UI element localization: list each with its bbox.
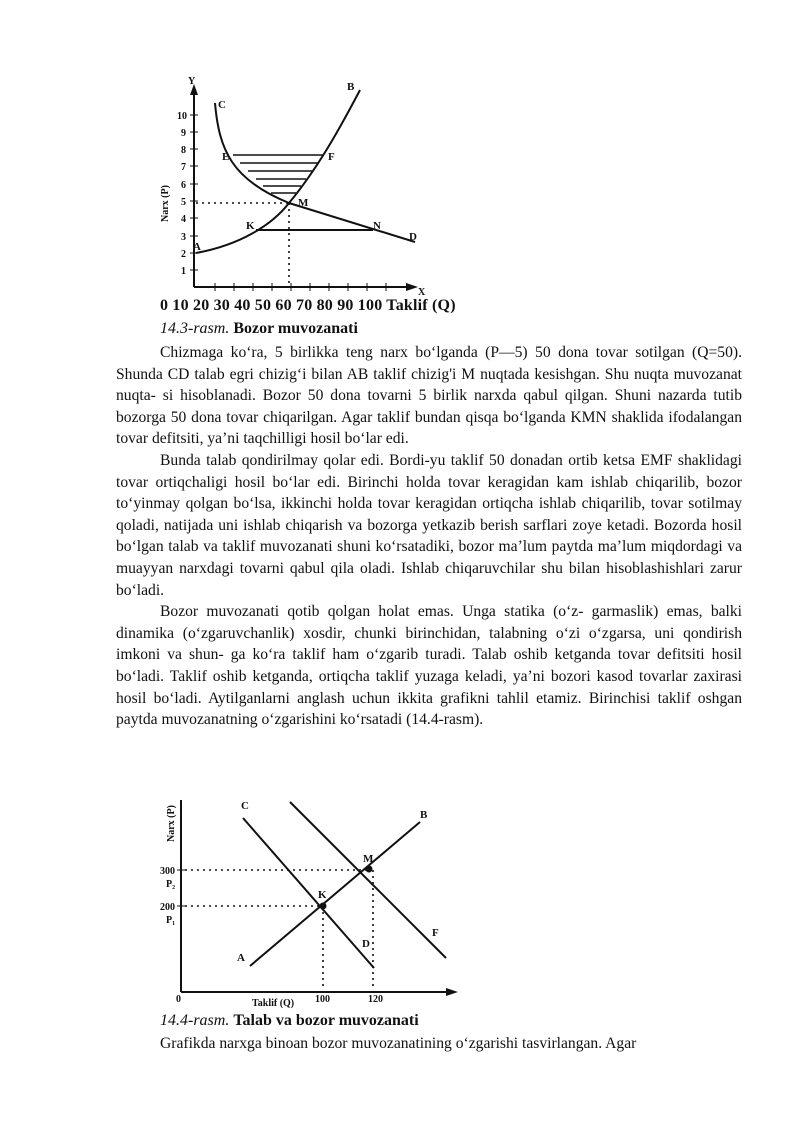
price-200-label: 200 [160, 902, 175, 913]
price-300-label: 300 [160, 866, 175, 877]
x-axis-label: Taklif (Q) [252, 998, 295, 1009]
label-f: F [432, 927, 439, 939]
y-tick-label: 5 [181, 197, 186, 208]
surplus-hatching [233, 155, 323, 193]
y-axis-label: Narx (P) [160, 185, 171, 222]
figure-14-3 [150, 70, 450, 298]
caption-title: Bozor muvozanati [233, 320, 358, 337]
label-f: F [328, 151, 335, 163]
y-tick-label: 3 [181, 232, 186, 243]
supply-line-ab [250, 822, 420, 966]
origin-label: 0 [176, 994, 181, 1005]
paragraph: Chizmaga ko‘ra, 5 birlikka teng narx bo‘lganda (P—5) 50 dona tovar sotilgan (Q=50). Shunda CD talab egri chizig‘i bilan AB taklif chizig'i M nuqtada kesishgan. Shu nuqta muvozanat nuqta- si hisoblanadi. Bozor 50 dona tovarni 5 birlik narxda qabul qilgan. Shuni nazarda tutib bozorga 50 dona tovar chiqarilgan. Agar taklif bundan qisqa bo‘lganda KMN shaklida ifodalangan tovar defitsiti, ya’ni taqchilligi hosil bo‘lar edi. [116, 344, 742, 448]
y-tick-label: 6 [181, 180, 186, 191]
y-axis-label: Narx (P) [166, 805, 177, 842]
label-b: B [347, 81, 355, 93]
point-labels [193, 81, 417, 253]
label-b: B [420, 809, 428, 821]
label-m: M [298, 197, 309, 209]
y-tick-label: 7 [181, 162, 186, 173]
caption-title: Talab va bozor muvozanati [233, 1012, 419, 1029]
demand-line-shifted [290, 802, 446, 958]
caption-number: 14.3-rasm. [160, 320, 230, 337]
y-tick-label: 8 [181, 145, 186, 156]
x-axis-letter: X [418, 287, 426, 298]
y-tick-label: 1 [181, 266, 186, 277]
quantity-120-label: 120 [368, 994, 383, 1005]
p2-label: P₂ [166, 879, 176, 890]
paragraph: Grafikda narxga binoan bozor muvozanatining o‘zgarishi tasvirlangan. Agar [160, 1035, 637, 1052]
body-text-1 [116, 342, 742, 731]
y-tick-label: 4 [181, 214, 186, 225]
demand-line-c [243, 818, 374, 968]
demand-curve-cd [215, 103, 415, 242]
label-c: C [218, 99, 226, 111]
label-n: N [373, 220, 381, 232]
dotted-guides [185, 870, 373, 990]
label-d: D [409, 231, 417, 243]
x-axis-arrow [406, 283, 418, 291]
label-k: K [246, 220, 255, 232]
caption-14-4 [160, 1012, 419, 1030]
equilibrium-point-m [366, 866, 373, 873]
paragraph: Bozor muvozanati qotib qolgan holat emas. Unga statika (o‘z- garmaslik) emas, balki dinamika (o‘zgaruvchanlik) xosdir, chunki birinchidan, talabning o‘zi o‘zgarsa, uni qondirish imkoni va shun- ga ko‘ra taklif ham o‘zgarib turadi. Talab oshib ketganda tovar defitsiti hosil bo‘ladi. Taklif oshib ketganda, ortiqcha taklif yuzaga keladi, ya’ni bozori kasod tovarlar zaxirasi hosil bo‘ladi. Aytilganlarni anglash uchun ikkita grafikni tahlil etamiz. Birinchisi taklif oshgan paytda muvozanatning o‘zgarishini ko‘rsatadi (14.4-rasm). [116, 603, 742, 729]
equilibrium-point-k [320, 903, 327, 910]
y-tick-label: 9 [181, 128, 186, 139]
y-tick-label: 2 [181, 249, 186, 260]
quantity-100-label: 100 [315, 994, 330, 1005]
label-a: A [193, 241, 201, 253]
y-tick-label: 10 [177, 111, 187, 122]
label-k: K [318, 889, 327, 901]
label-c: C [241, 800, 249, 812]
caption-14-3 [160, 320, 358, 338]
figure-14-4 [150, 795, 470, 1010]
label-a: A [237, 952, 245, 964]
body-text-2 [116, 1033, 742, 1055]
paragraph: Bunda talab qondirilmay qolar edi. Bordi-yu taklif 50 donadan ortib ketsa EMF shaklidagi tovar ortiqchaligi hosil bo‘lar edi. Birinchi holda tovar keragidan kam ishlab chiqarilib, bozor to‘yinmay qolgan bo‘lsa, ikkinchi holda tovar keragidan ortiqcha ishlab chiqarilib, tovar sotilmay qoladi, natijada uni ishlab chiqarish va bozorga yetkazib berish sarflari zoye ketadi. Bozorda hosil bo‘lgan talab va taklif muvozanati shuni ko‘rsatadiki, bozor ma’lum paytda ma’lum miqdordagi va muayyan narxdagi tovarni qabul qila oladi. Ishlab chiqaruvchilar shu bilan hisoblashishlari zarur bo‘ladi. [116, 451, 742, 599]
figure1-x-axis-numbers: 0 10 20 30 40 50 60 70 80 90 100 Taklif (Q) [160, 297, 456, 314]
x-axis-arrow [446, 988, 458, 996]
label-d: D [362, 938, 370, 950]
caption-number: 14.4-rasm. [160, 1012, 230, 1029]
point-labels [237, 800, 439, 964]
label-e: E [222, 151, 230, 163]
p1-label: P₁ [166, 915, 176, 926]
label-m: M [363, 853, 374, 865]
y-axis-letter: Y [188, 76, 196, 87]
